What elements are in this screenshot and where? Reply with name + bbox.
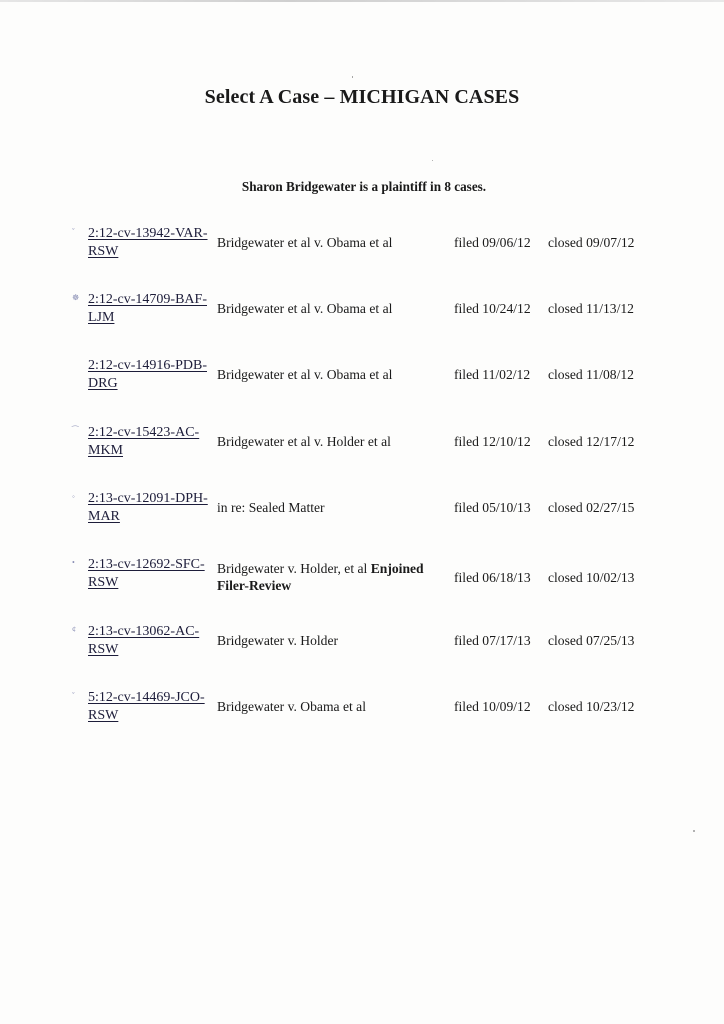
case-filed-date: filed 10/24/12 <box>454 301 531 316</box>
case-filed-date: filed 12/10/12 <box>454 434 531 449</box>
case-filed-date: filed 06/18/13 <box>454 570 531 585</box>
scan-speck <box>693 830 695 832</box>
margin-mark: ˇ <box>72 691 75 700</box>
case-closed-date: closed 09/07/12 <box>548 235 635 250</box>
case-number-link[interactable]: 2:12-cv-15423-AC-MKM <box>88 425 200 458</box>
case-number-link[interactable]: 5:12-cv-14469-JCO-RSW <box>88 690 205 723</box>
case-closed-date: closed 02/27/15 <box>548 500 635 515</box>
case-filed-date: filed 09/06/12 <box>454 235 531 250</box>
case-row <box>0 225 724 269</box>
margin-mark: ⁀ <box>72 426 79 435</box>
case-closed-date: closed 11/08/12 <box>548 367 634 382</box>
case-row <box>0 490 724 534</box>
margin-mark: ˇ <box>72 227 75 236</box>
case-title <box>217 433 449 450</box>
margin-mark: ¢ <box>72 625 76 634</box>
case-filed-date: filed 07/17/13 <box>454 633 531 648</box>
case-row <box>0 623 724 667</box>
case-number-link[interactable]: 2:13-cv-13062-AC-RSW <box>88 624 200 657</box>
case-title-text: in re: Sealed Matter <box>217 500 325 515</box>
case-number-link[interactable]: 2:12-cv-13942-VAR-RSW <box>88 226 208 259</box>
case-closed-date: closed 11/13/12 <box>548 301 634 316</box>
case-restriction-flag: Enjoined Filer-Review <box>217 561 424 593</box>
case-filed-date: filed 10/09/12 <box>454 699 531 714</box>
case-title <box>217 560 449 594</box>
case-title-text: Bridgewater et al v. Obama et al <box>217 367 393 382</box>
case-number-link[interactable]: 2:12-cv-14916-PDB-DRG <box>88 358 207 391</box>
case-title <box>217 234 449 251</box>
case-closed-date: closed 10/02/13 <box>548 570 635 585</box>
margin-mark: ◦ <box>72 492 75 501</box>
case-title-text: Bridgewater v. Holder <box>217 633 339 648</box>
case-filed-date: filed 11/02/12 <box>454 367 531 382</box>
case-title <box>217 366 449 383</box>
scan-speck <box>352 76 353 78</box>
scan-speck <box>432 160 433 161</box>
case-row <box>0 689 724 733</box>
case-row <box>0 556 724 600</box>
case-closed-date: closed 07/25/13 <box>548 633 635 648</box>
case-row <box>0 357 724 401</box>
case-filed-date: filed 05/10/13 <box>454 500 531 515</box>
case-title-text: Bridgewater et al v. Holder et al <box>217 434 391 449</box>
case-closed-date: closed 12/17/12 <box>548 434 635 449</box>
case-number-link[interactable]: 2:13-cv-12692-SFC-RSW <box>88 557 205 590</box>
case-title-text: Bridgewater et al v. Obama et al <box>217 235 393 250</box>
margin-mark: ☸ <box>72 293 80 302</box>
case-title <box>217 499 449 516</box>
case-row <box>0 291 724 335</box>
case-title-text: Bridgewater et al v. Obama et al <box>217 301 393 316</box>
case-title <box>217 698 449 715</box>
margin-mark: • <box>72 558 75 567</box>
case-number-link[interactable]: 2:13-cv-12091-DPH-MAR <box>88 491 208 524</box>
case-number-link[interactable]: 2:12-cv-14709-BAF-LJM <box>88 292 207 325</box>
plaintiff-summary: Sharon Bridgewater is a plaintiff in 8 cases. <box>241 179 487 194</box>
case-title <box>217 300 449 317</box>
case-closed-date: closed 10/23/12 <box>548 699 635 714</box>
case-title <box>217 632 449 649</box>
case-title-text: Bridgewater v. Holder, et al <box>217 561 368 576</box>
page-title: Select A Case – MICHIGAN CASES <box>204 86 520 108</box>
case-title-text: Bridgewater v. Obama et al <box>217 699 366 714</box>
case-row <box>0 424 724 468</box>
